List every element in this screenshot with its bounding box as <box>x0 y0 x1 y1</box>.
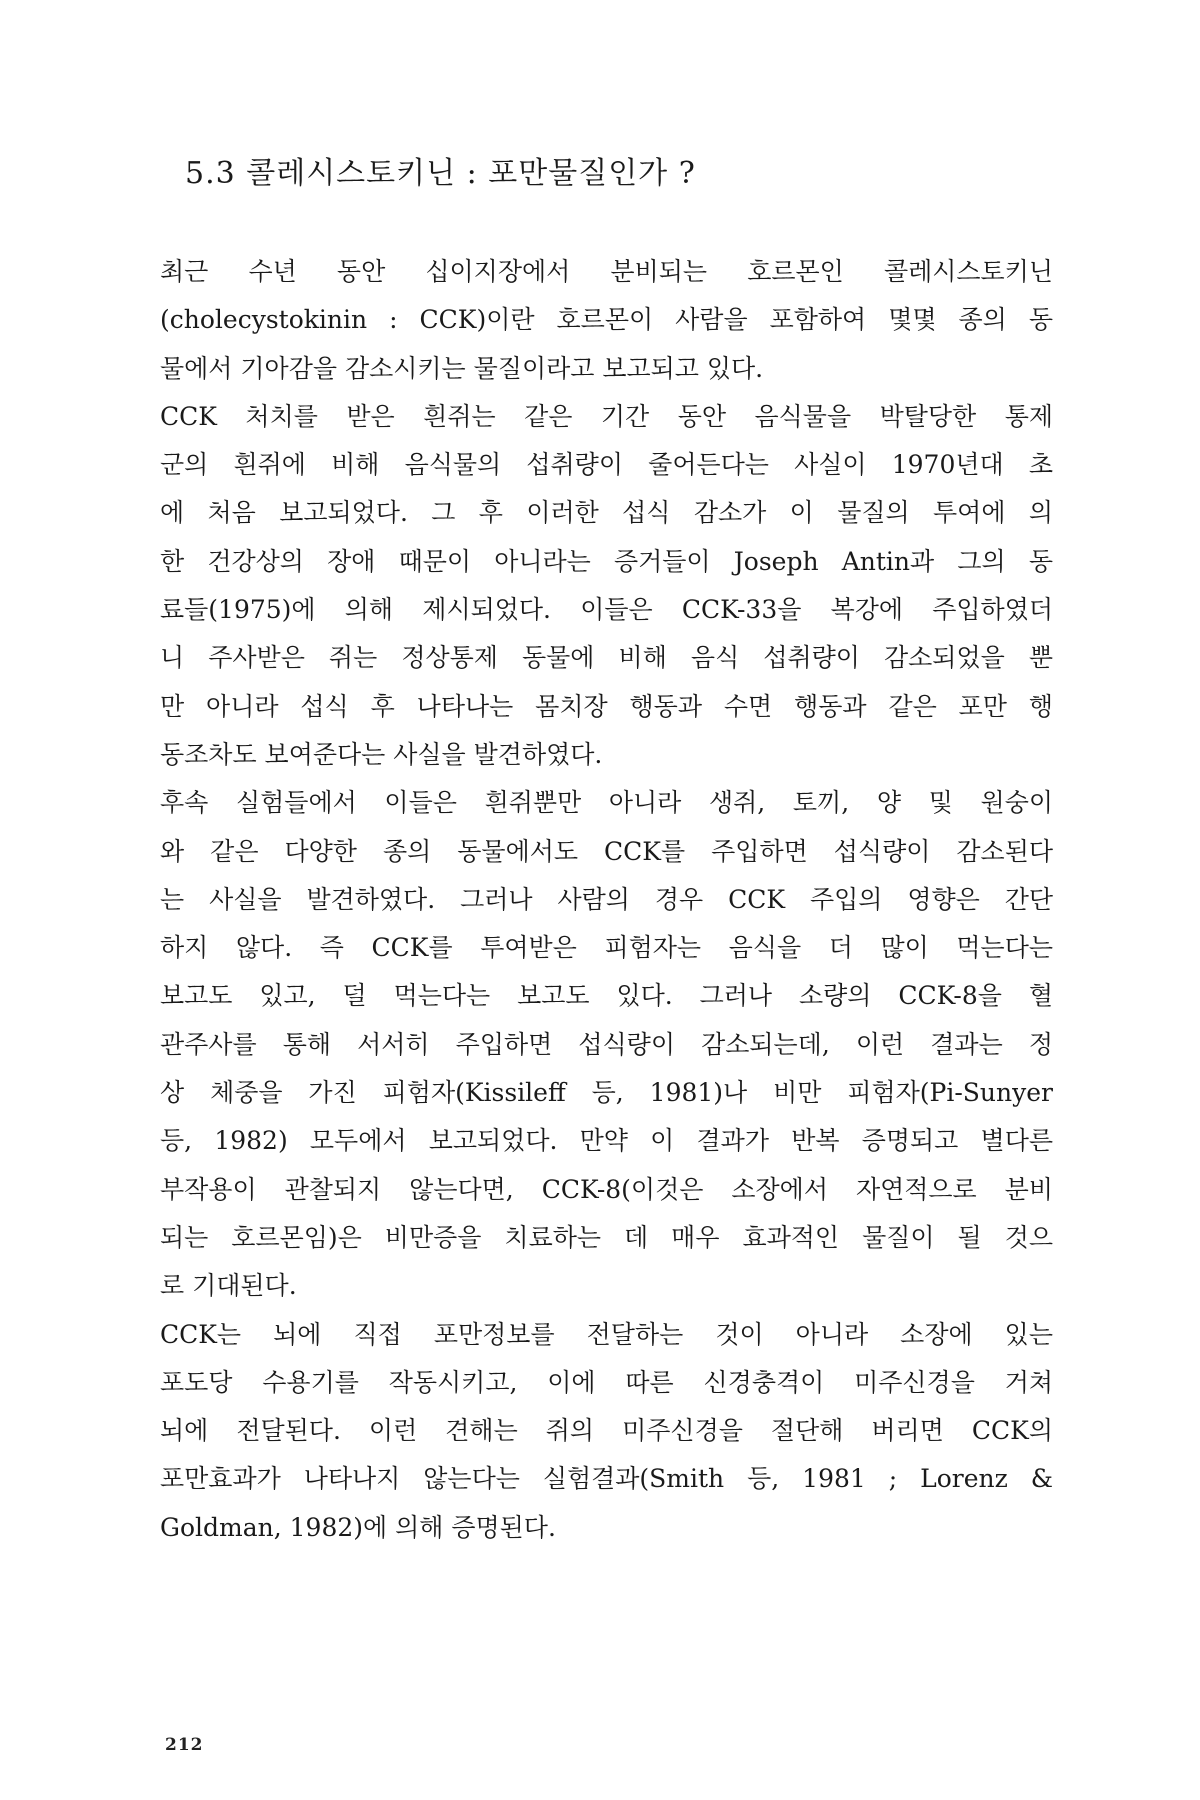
text-line: 만 아니라 섭식 후 나타나는 몸치장 행동과 수면 행동과 같은 포만 행 <box>160 691 1053 721</box>
text-line: 포도당 수용기를 작동시키고, 이에 따른 신경충격이 미주신경을 거쳐 <box>160 1367 1053 1397</box>
text-line: 등, 1982) 모두에서 보고되었다. 만약 이 결과가 반복 증명되고 별다른 <box>160 1126 1053 1156</box>
text-line: 상 체중을 가진 피험자(Kissileff 등, 1981)나 비만 피험자(Pi-Sunyer <box>160 1078 1053 1108</box>
text-line: CCK는 뇌에 직접 포만정보를 전달하는 것이 아니라 소장에 있는 <box>160 1319 1053 1349</box>
text-line: 보고도 있고, 덜 먹는다는 보고도 있다. 그러나 소량의 CCK-8을 혈 <box>160 981 1053 1011</box>
text-line: 군의 흰쥐에 비해 음식물의 섭취량이 줄어든다는 사실이 1970년대 초 <box>160 450 1053 480</box>
text-line: 니 주사받은 쥐는 정상통제 동물에 비해 음식 섭취량이 감소되었을 뿐 <box>160 643 1053 673</box>
text-line: 후속 실험들에서 이들은 흰쥐뿐만 아니라 생쥐, 토끼, 양 및 원숭이 <box>160 788 1053 818</box>
text-line: 뇌에 전달된다. 이런 견해는 쥐의 미주신경을 절단해 버리면 CCK의 <box>160 1416 1053 1446</box>
text-line: (cholecystokinin : CCK)이란 호르몬이 사람을 포함하여 몇몇 종의 동 <box>160 305 1053 335</box>
text-line: 한 건강상의 장애 때문이 아니라는 증거들이 Joseph Antin과 그의 동 <box>160 546 1053 576</box>
text-line: 에 처음 보고되었다. 그 후 이러한 섭식 감소가 이 물질의 투여에 의 <box>160 498 1053 528</box>
body-text <box>160 248 1053 1552</box>
text-line: 관주사를 통해 서서히 주입하면 섭식량이 감소되는데, 이런 결과는 정 <box>160 1029 1053 1059</box>
paragraph <box>160 1311 1053 1552</box>
text-line: 동조차도 보여준다는 사실을 발견하였다. <box>160 739 603 769</box>
text-line: 물에서 기아감을 감소시키는 물질이라고 보고되고 있다. <box>160 353 764 383</box>
text-line: 하지 않다. 즉 CCK를 투여받은 피험자는 음식을 더 많이 먹는다는 <box>160 933 1053 963</box>
page-number: 212 <box>165 1735 204 1755</box>
text-line: 료들(1975)에 의해 제시되었다. 이들은 CCK-33을 복강에 주입하였더 <box>160 595 1053 625</box>
text-line: 로 기대된다. <box>160 1271 297 1301</box>
text-line: 최근 수년 동안 십이지장에서 분비되는 호르몬인 콜레시스토키닌 <box>160 257 1053 286</box>
text-line: Goldman, 1982)에 의해 증명된다. <box>160 1512 556 1542</box>
text-line: 되는 호르몬임)은 비만증을 치료하는 데 매우 효과적인 물질이 될 것으 <box>160 1222 1053 1252</box>
paragraph <box>160 393 1053 779</box>
text-line: 포만효과가 나타나지 않는다는 실험결과(Smith 등, 1981 ; Lorenz & <box>160 1464 1053 1494</box>
paragraph <box>160 779 1053 1310</box>
text-line: 와 같은 다양한 종의 동물에서도 CCK를 주입하면 섭식량이 감소된다 <box>160 836 1053 866</box>
paragraph <box>160 248 1053 393</box>
text-line: 는 사실을 발견하였다. 그러나 사람의 경우 CCK 주입의 영향은 간단 <box>160 884 1053 914</box>
section-title: 5.3 콜레시스토키닌 : 포만물질인가 ? <box>185 156 696 191</box>
text-line: CCK 처치를 받은 흰쥐는 같은 기간 동안 음식물을 박탈당한 통제 <box>160 401 1053 431</box>
text-line: 부작용이 관찰되지 않는다면, CCK-8(이것은 소장에서 자연적으로 분비 <box>160 1174 1053 1204</box>
